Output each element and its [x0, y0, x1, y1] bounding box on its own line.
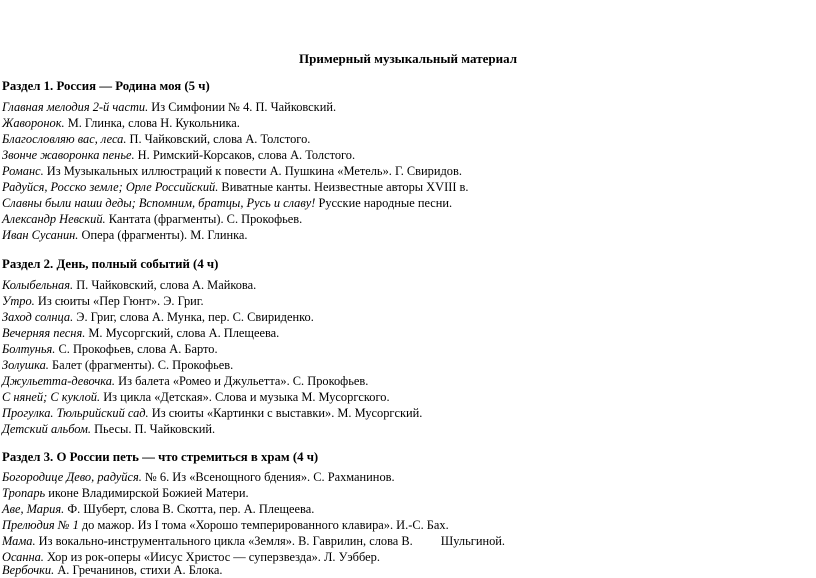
section-1-heading: Раздел 1. Россия — Родина моя (5 ч): [2, 79, 210, 93]
item-text: Русские народные песни.: [315, 196, 453, 210]
item-title: Главная мелодия 2-й части.: [2, 100, 149, 114]
item-title: Радуйся, Росско земле; Орле Российский.: [2, 180, 219, 194]
item-text: иконе Владимирской Божией Матери.: [45, 486, 249, 500]
item-title: Благословляю вас, леса.: [2, 132, 127, 146]
item-text: Виватные канты. Неизвестные авторы XVIII в.: [218, 180, 469, 194]
section-2-heading: Раздел 2. День, полный событий (4 ч): [2, 257, 219, 271]
item-title: Золушка.: [2, 358, 49, 372]
item-text: Э. Григ, слова А. Мунка, пер. С. Свириденко.: [73, 310, 314, 324]
item-text: Ф. Шуберт, слова В. Скотта, пер. А. Плещеева.: [64, 502, 315, 516]
item-text: С. Прокофьев, слова А. Барто.: [55, 342, 218, 356]
section-1-item: [2, 116, 240, 131]
item-text: М. Мусоргский, слова А. Плещеева.: [85, 326, 280, 340]
item-title: Иван Сусанин.: [2, 228, 79, 242]
section-2-item: [2, 358, 233, 373]
item-text: Из сюиты «Картинки с выставки». М. Мусоргский.: [148, 406, 423, 420]
section-2-item: [2, 422, 215, 437]
item-title: Детский альбом.: [2, 422, 91, 436]
item-text: до мажор. Из I тома «Хорошо темперированного клавира». И.-С. Бах.: [78, 518, 449, 532]
section-3-item: [2, 518, 449, 533]
section-1-item: [2, 132, 310, 147]
section-1-item: [2, 164, 462, 179]
item-text: А. Гречанинов, стихи А. Блока.: [54, 563, 223, 577]
item-text-tail: Шульгиной.: [440, 534, 506, 548]
section-1-item: [2, 148, 355, 163]
section-3-item: [2, 470, 395, 485]
section-3-item: [2, 486, 249, 501]
item-title: С няней; С куклой.: [2, 390, 101, 404]
section-2-item: [2, 406, 422, 421]
section-2-item: [2, 326, 279, 341]
item-title: Богородице Дево, радуйся.: [2, 470, 142, 484]
item-text: № 6. Из «Всенощного бдения». С. Рахманинов.: [141, 470, 395, 484]
section-2-item: [2, 374, 368, 389]
item-text: П. Чайковский, слова А. Майкова.: [73, 278, 257, 292]
item-title: Вечерняя песня.: [2, 326, 86, 340]
section-2-item: [2, 390, 390, 405]
section-1-item: [2, 100, 336, 115]
item-title: Александр Невский.: [2, 212, 106, 226]
section-1-item: [2, 196, 452, 211]
section-1-item: [2, 212, 302, 227]
section-1-item: [2, 180, 469, 195]
item-text: Из вокально-инструментального цикла «Земля». В. Гаврилин, слова В.: [35, 534, 413, 548]
section-3-heading: Раздел 3. О России петь — что стремиться в храм (4 ч): [2, 450, 319, 464]
item-title: Колыбельная.: [2, 278, 74, 292]
item-text: Пьесы. П. Чайковский.: [91, 422, 216, 436]
item-text: Кантата (фрагменты). С. Прокофьев.: [105, 212, 303, 226]
item-title: Прелюдия № 1: [2, 518, 79, 532]
item-title: Жаворонок.: [2, 116, 65, 130]
section-2-item: [2, 278, 256, 293]
section-2-item: [2, 342, 218, 357]
item-title: Джульетта-девочка.: [2, 374, 116, 388]
item-title: Мама.: [2, 534, 36, 548]
item-title: Вербочки.: [2, 563, 55, 577]
item-title: Прогулка. Тюльрийский сад.: [2, 406, 149, 420]
item-text: П. Чайковский, слова А. Толстого.: [126, 132, 311, 146]
item-text: Опера (фрагменты). М. Глинка.: [78, 228, 248, 242]
item-text: Хор из рок-оперы «Иисус Христос — суперзвезда». Л. Уэббер.: [43, 550, 380, 564]
item-title: Славны были наши деды; Вспомним, братцы, Русь и славу!: [2, 196, 316, 210]
item-title: Утро.: [2, 294, 35, 308]
item-title: Романс.: [2, 164, 44, 178]
section-2-item: [2, 310, 314, 325]
section-2-item: [2, 294, 204, 309]
item-text: Из сюиты «Пер Гюнт». Э. Григ.: [34, 294, 204, 308]
item-text: Н. Римский-Корсаков, слова А. Толстого.: [134, 148, 356, 162]
section-1-item: [2, 228, 248, 243]
section-3-item: [2, 534, 505, 549]
item-title: Звонче жаворонка пенье.: [2, 148, 135, 162]
item-text: Из балета «Ромео и Джульетта». С. Прокофьев.: [115, 374, 369, 388]
item-title: Аве, Мария.: [2, 502, 65, 516]
item-title: Тропарь: [2, 486, 46, 500]
item-text: Из Симфонии № 4. П. Чайковский.: [148, 100, 337, 114]
item-text: Из Музыкальных иллюстраций к повести А. Пушкина «Метель». Г. Свиридов.: [43, 164, 462, 178]
section-3-item: [2, 502, 314, 517]
section-3-item: [2, 563, 222, 578]
item-text: Из цикла «Детская». Слова и музыка М. Мусоргского.: [100, 390, 390, 404]
item-title: Осанна.: [2, 550, 44, 564]
item-title: Заход солнца.: [2, 310, 74, 324]
document-title: Примерный музыкальный материал: [299, 51, 517, 66]
item-text: Балет (фрагменты). С. Прокофьев.: [48, 358, 234, 372]
item-title: Болтунья.: [2, 342, 56, 356]
item-text: М. Глинка, слова Н. Кукольника.: [64, 116, 240, 130]
